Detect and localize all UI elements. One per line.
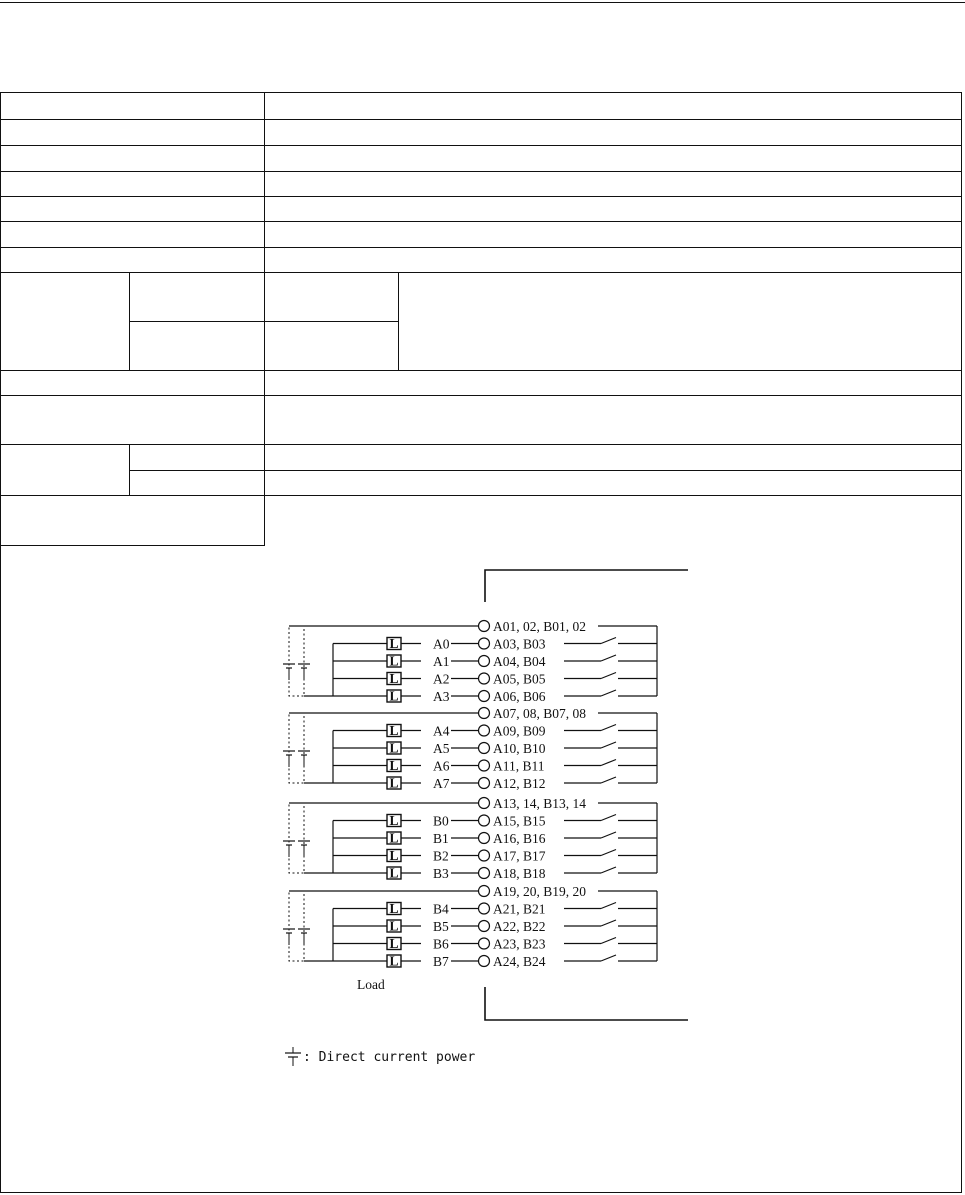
load-glyph: L: [389, 636, 399, 651]
io-point-row: [333, 954, 657, 970]
pin-label: A12, B12: [493, 776, 546, 791]
io-point-row: [333, 654, 657, 670]
switch-contact: [601, 867, 616, 873]
signal-label: B5: [433, 919, 449, 934]
load-glyph: L: [389, 688, 399, 704]
load-glyph: L: [389, 740, 399, 756]
terminal-group: [283, 619, 657, 704]
io-point-row: [333, 636, 657, 652]
row-rule: [1, 272, 961, 273]
row-rule: [129, 470, 961, 471]
pin-label: A16, B16: [493, 831, 546, 846]
signal-label: B6: [433, 936, 449, 952]
pin-label: A17, B17: [493, 848, 546, 864]
signal-label: B3: [433, 866, 449, 881]
terminal-circle: [479, 938, 490, 949]
pin-label: A10, B10: [493, 741, 546, 756]
column-rule: [398, 272, 399, 370]
load-glyph: L: [389, 953, 399, 969]
row-rule: [1, 221, 961, 222]
switch-contact: [601, 955, 616, 961]
terminal-group: [283, 706, 657, 791]
terminal-circle: [479, 621, 490, 632]
terminal-circle: [479, 921, 490, 932]
signal-label: A2: [433, 671, 450, 687]
signal-label: A6: [433, 758, 450, 774]
signal-label: B7: [433, 954, 449, 969]
terminal-circle: [479, 708, 490, 719]
terminal-circle: [479, 691, 490, 702]
header-rule: [0, 2, 965, 3]
terminal-circle: [479, 725, 490, 736]
switch-contact: [601, 690, 616, 696]
row-rule: [1, 444, 961, 445]
switch-contact: [601, 903, 616, 909]
load-glyph: L: [389, 865, 399, 881]
terminal-circle: [479, 868, 490, 879]
terminal-circle: [479, 673, 490, 684]
pin-label: A04, B04: [493, 654, 546, 669]
pin-label: A09, B09: [493, 723, 546, 739]
io-point-row: [333, 919, 657, 935]
terminal-circle: [479, 638, 490, 649]
signal-label: A3: [433, 689, 450, 704]
io-point-row: [333, 741, 657, 757]
pin-label: A03, B03: [493, 636, 546, 652]
terminal-circle: [479, 903, 490, 914]
io-point-row: [333, 866, 657, 882]
io-point-row: [333, 671, 657, 687]
row-rule: [1, 196, 961, 197]
load-label: Load: [357, 977, 385, 992]
load-glyph: L: [389, 918, 399, 934]
load-glyph: L: [389, 830, 399, 846]
load-glyph: L: [389, 758, 399, 773]
column-rule: [129, 444, 130, 495]
io-point-row: [333, 936, 657, 952]
column-rule: [129, 272, 130, 370]
dc-power-icon: [283, 1046, 303, 1068]
pin-label: A24, B24: [493, 954, 546, 969]
signal-label: B4: [433, 901, 449, 917]
io-point-row: [333, 758, 657, 774]
row-rule: [1, 171, 961, 172]
wiring-diagram: [275, 558, 695, 1036]
switch-contact: [601, 638, 616, 644]
io-point-row: [333, 901, 657, 917]
io-point-row: [333, 848, 657, 864]
signal-label: A0: [433, 636, 450, 652]
switch-contact: [601, 725, 616, 731]
signal-label: A1: [433, 654, 450, 669]
io-point-row: [333, 831, 657, 847]
terminal-circle: [479, 833, 490, 844]
signal-label: A5: [433, 741, 450, 756]
load-glyph: L: [389, 936, 399, 951]
row-rule: [1, 119, 961, 120]
common-terminal-label: A07, 08, B07, 08: [493, 706, 587, 721]
pin-label: A15, B15: [493, 813, 546, 829]
pin-label: A18, B18: [493, 866, 546, 881]
terminal-circle: [479, 886, 490, 897]
switch-contact: [601, 850, 616, 856]
pin-label: A23, B23: [493, 936, 546, 952]
load-glyph: L: [389, 848, 399, 863]
load-glyph: L: [389, 813, 399, 828]
switch-contact: [601, 832, 616, 838]
common-terminal-label: A13, 14, B13, 14: [493, 796, 587, 811]
terminal-group: [283, 796, 657, 881]
switch-contact: [601, 777, 616, 783]
load-glyph: L: [389, 671, 399, 686]
terminal-circle: [479, 956, 490, 967]
connector-bracket-top: [485, 570, 688, 602]
load-glyph: L: [389, 775, 399, 791]
legend-text: : Direct current power: [303, 1049, 476, 1065]
terminal-circle: [479, 815, 490, 826]
connector-bracket-bottom: [485, 987, 688, 1020]
row-rule: [1, 545, 265, 546]
pin-label: A21, B21: [493, 901, 546, 917]
switch-contact: [601, 920, 616, 926]
load-glyph: L: [389, 653, 399, 669]
switch-contact: [601, 742, 616, 748]
load-glyph: L: [389, 901, 399, 916]
switch-contact: [601, 938, 616, 944]
signal-label: B0: [433, 813, 449, 829]
io-point-row: [333, 813, 657, 829]
switch-contact: [601, 673, 616, 679]
pin-label: A22, B22: [493, 919, 546, 934]
terminal-circle: [479, 656, 490, 667]
row-rule: [1, 145, 961, 146]
signal-label: A7: [433, 776, 450, 791]
terminal-circle: [479, 743, 490, 754]
switch-contact: [601, 815, 616, 821]
signal-label: B1: [433, 831, 449, 846]
pin-label: A11, B11: [493, 758, 545, 774]
row-rule: [1, 495, 961, 496]
io-point-row: [333, 689, 657, 705]
load-glyph: L: [389, 723, 399, 738]
terminal-group: [283, 884, 657, 969]
terminal-circle: [479, 798, 490, 809]
pin-label: A06, B06: [493, 689, 546, 704]
common-terminal-label: A19, 20, B19, 20: [493, 884, 587, 899]
terminal-circle: [479, 760, 490, 771]
signal-label: A4: [433, 723, 450, 739]
terminal-circle: [479, 850, 490, 861]
column-rule: [264, 93, 265, 545]
row-rule: [1, 247, 961, 248]
terminal-circle: [479, 778, 490, 789]
switch-contact: [601, 655, 616, 661]
signal-label: B2: [433, 848, 449, 864]
io-point-row: [333, 723, 657, 739]
row-rule: [1, 370, 961, 371]
io-point-row: [333, 776, 657, 792]
common-terminal-label: A01, 02, B01, 02: [493, 619, 587, 634]
row-rule: [1, 395, 961, 396]
switch-contact: [601, 760, 616, 766]
legend: [283, 1046, 475, 1068]
pin-label: A05, B05: [493, 671, 546, 687]
